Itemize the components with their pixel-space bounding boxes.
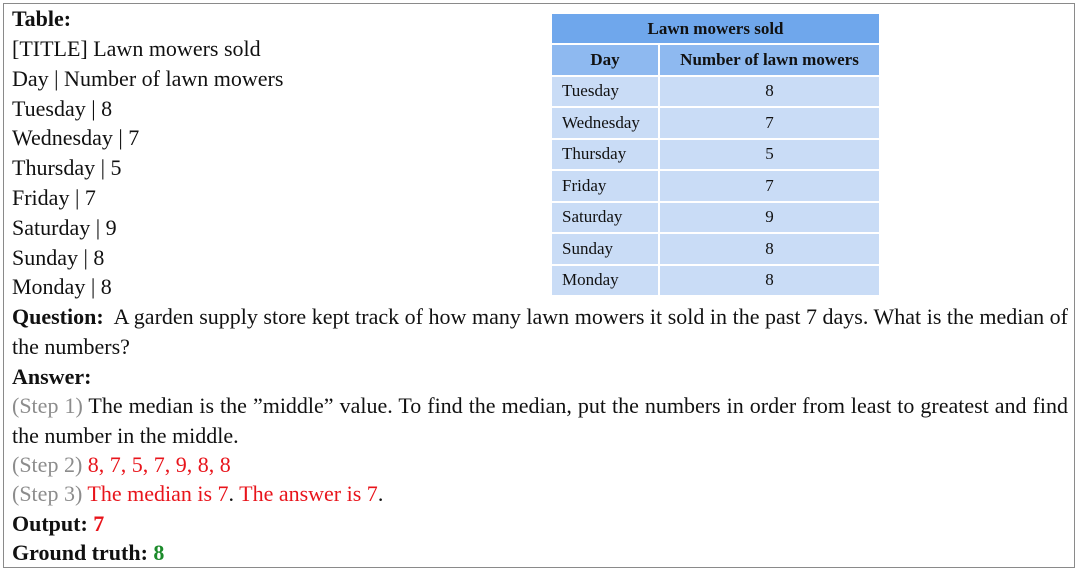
step3-text-b: The answer is 7 <box>239 481 378 506</box>
table-title-line: [TITLE] Lawn mowers sold <box>12 36 261 61</box>
cell-day: Tuesday <box>551 76 659 108</box>
cell-day: Thursday <box>551 139 659 171</box>
table-text-row: Friday | 7 <box>12 185 96 210</box>
step3-period-b: . <box>377 481 384 506</box>
table-row <box>551 139 880 171</box>
table-row <box>551 265 880 297</box>
table-row <box>551 170 880 202</box>
cell-day: Monday <box>551 265 659 297</box>
lawn-mowers-table <box>550 12 881 297</box>
ground-truth-value: 8 <box>153 540 165 565</box>
table-text-row: Thursday | 5 <box>12 155 122 180</box>
question-label: Question: <box>12 304 104 329</box>
step3-text-a: The median is 7 <box>87 481 229 506</box>
answer-label: Answer: <box>12 364 92 389</box>
column-header-day: Day <box>551 44 659 76</box>
output-line <box>12 509 104 539</box>
step1-tag: (Step 1) <box>12 393 83 418</box>
step3-period-a: . <box>228 481 235 506</box>
table-row <box>551 202 880 234</box>
table-text-row: Tuesday | 8 <box>12 96 113 121</box>
table-row <box>551 233 880 265</box>
table-caption: Lawn mowers sold <box>551 13 880 44</box>
ground-truth-line <box>12 538 164 568</box>
table-heading: Table: <box>12 6 72 31</box>
cell-value: 9 <box>659 202 880 234</box>
table-text-row: Wednesday | 7 <box>12 125 140 150</box>
question-block <box>12 302 1068 362</box>
step3-tag: (Step 3) <box>12 481 83 506</box>
output-label: Output: <box>12 511 88 536</box>
table-text-row: Saturday | 9 <box>12 215 117 240</box>
cell-value: 5 <box>659 139 880 171</box>
cell-value: 8 <box>659 233 880 265</box>
step3-block <box>12 479 383 509</box>
cell-day: Friday <box>551 170 659 202</box>
cell-value: 8 <box>659 76 880 108</box>
table-row <box>551 76 880 108</box>
step1-block <box>12 391 1068 451</box>
cell-day: Saturday <box>551 202 659 234</box>
step2-text: 8, 7, 5, 7, 9, 8, 8 <box>87 452 231 477</box>
table-row <box>551 107 880 139</box>
cell-value: 7 <box>659 107 880 139</box>
table-header-line: Day | Number of lawn mowers <box>12 66 284 91</box>
output-value: 7 <box>93 511 105 536</box>
table-text-row: Monday | 8 <box>12 274 112 299</box>
step2-tag: (Step 2) <box>12 452 83 477</box>
table-text-row: Sunday | 8 <box>12 245 105 270</box>
cell-value: 7 <box>659 170 880 202</box>
cell-day: Wednesday <box>551 107 659 139</box>
question-text: A garden supply store kept track of how many lawn mowers it sold in the past 7 days. What is the median of the numbers? <box>12 304 1068 359</box>
step1-text: The median is the ”middle” value. To find the median, put the numbers in order from least to greatest and find the number in the middle. <box>12 393 1069 448</box>
ground-truth-label: Ground truth: <box>12 540 148 565</box>
cell-day: Sunday <box>551 233 659 265</box>
step2-block <box>12 450 231 480</box>
cell-value: 8 <box>659 265 880 297</box>
column-header-count: Number of lawn mowers <box>659 44 880 76</box>
